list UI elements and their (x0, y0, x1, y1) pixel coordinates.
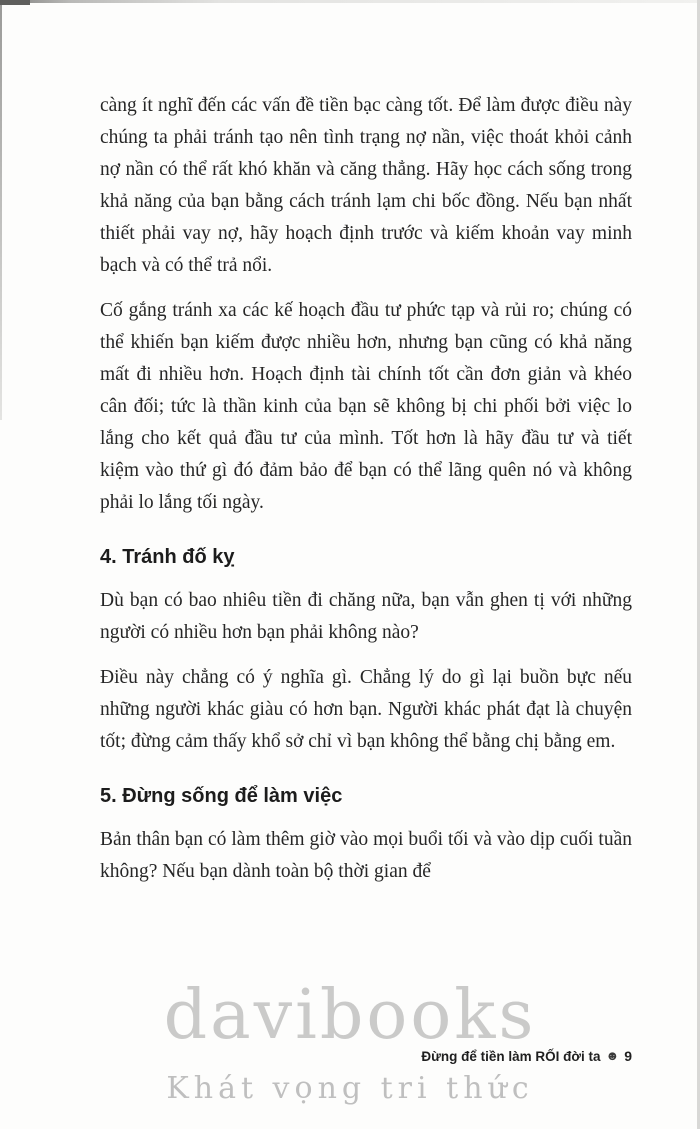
watermark-slogan: Khát vọng tri thức (166, 1071, 534, 1106)
scan-artifact-left-edge (0, 0, 2, 420)
paragraph-investment-advice: Cố gắng tránh xa các kế hoạch đầu tư phức tạp và rủi ro; chúng có thể khiến bạn kiếm được nhiều hơn, nhưng bạn cũng có khả năng mất đi nhiều hơn. Hoạch định tài chính tốt cần đơn giản và khéo cân đối; tức là thần kinh của bạn sẽ không bị chi phối bởi việc lo lắng cho kết quả đầu tư của mình. Tốt hơn là hãy đầu tư và tiết kiệm vào thứ gì đó đảm bảo để bạn có thể lãng quên nó và không phải lo lắng tối ngày. (100, 300, 632, 513)
section-heading-5: 5. Đừng sống để làm việc (100, 785, 343, 807)
page-content (100, 90, 632, 901)
paragraph-money-worries: càng ít nghĩ đến các vấn đề tiền bạc càng tốt. Để làm được điều này chúng ta phải tránh tạo nên tình trạng nợ nần, việc thoát khỏi cảnh nợ nần có thể rất khó khăn và căng thẳng. Hãy học cách sống trong khả năng của bạn bằng cách tránh lạm chi bốc đồng. Nếu bạn nhất thiết phải vay nợ, hãy hoạch định trước và kiếm khoản vay minh bạch và có thể trả nổi. (100, 95, 632, 276)
page-number: 9 (624, 1048, 632, 1064)
watermark-brand: davibooks (163, 976, 537, 1055)
section-heading-4: 4. Tránh đố kỵ (100, 546, 235, 568)
paragraph-overtime-question: Bản thân bạn có làm thêm giờ vào mọi buổi tối và vào dịp cuối tuần không? Nếu bạn dành toàn bộ thời gian để (100, 829, 632, 882)
scan-artifact-top-edge (0, 0, 700, 3)
running-book-title: Đừng để tiền làm RỐI đời ta (421, 1048, 601, 1064)
paragraph-envy-question: Dù bạn có bao nhiêu tiền đi chăng nữa, bạn vẫn ghen tị với những người có nhiều hơn bạn phải không nào? (100, 590, 632, 643)
page-footer (421, 1048, 632, 1064)
paragraph-envy-advice: Điều này chẳng có ý nghĩa gì. Chẳng lý do gì lại buồn bực nếu những người khác giàu có hơn bạn. Người khác phát đạt là chuyện tốt; đừng cảm thấy khổ sở chỉ vì bạn không thể bằng chị bằng em. (100, 667, 632, 752)
scan-artifact-corner (0, 0, 30, 5)
mascot-icon: ☻ (605, 1047, 620, 1063)
